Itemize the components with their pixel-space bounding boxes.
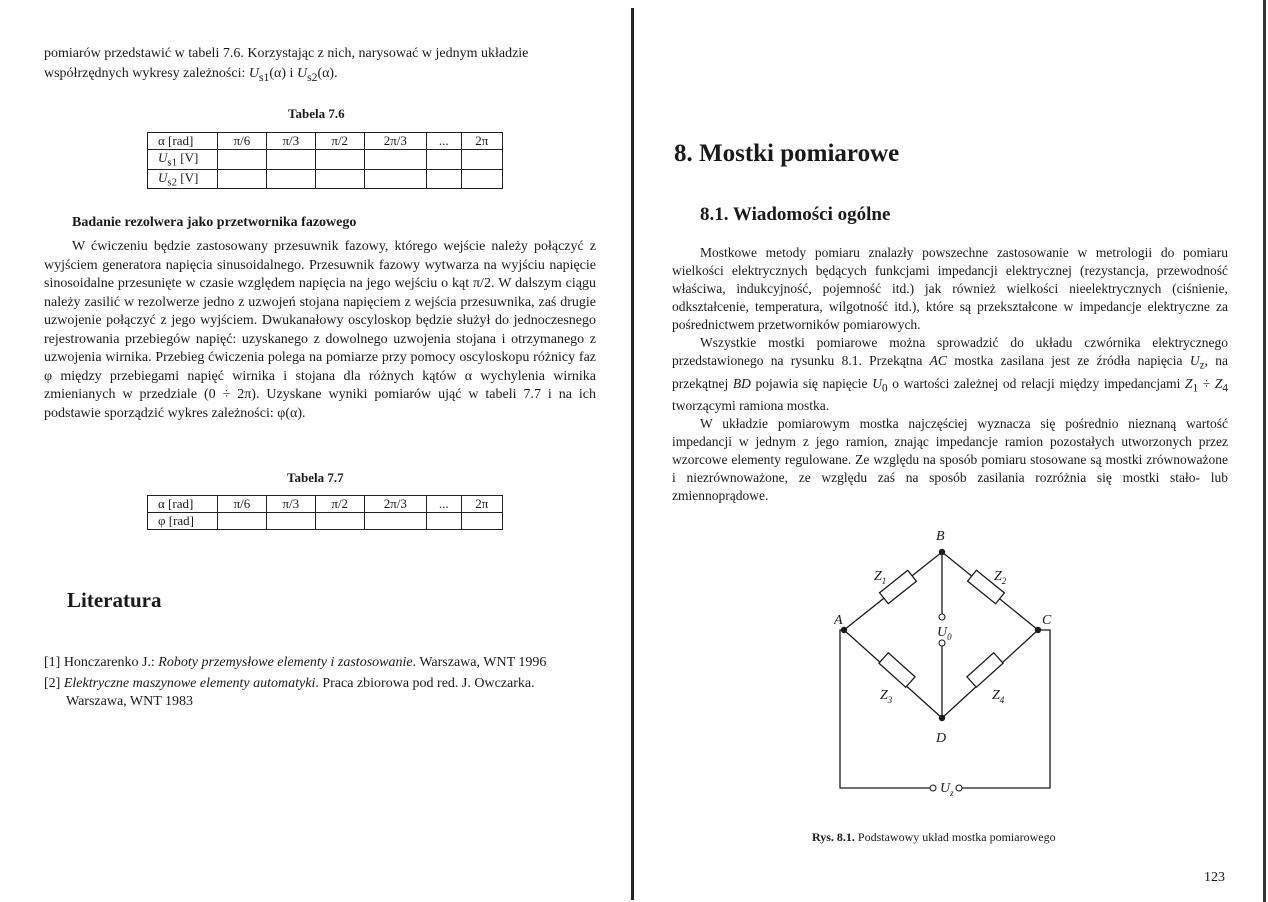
z4-sub: 4 bbox=[999, 695, 1005, 705]
table-row bbox=[148, 133, 503, 150]
label-u0 bbox=[937, 625, 952, 642]
table-7-7-caption: Tabela 7.7 bbox=[287, 470, 344, 485]
uz-main: U bbox=[940, 781, 951, 796]
label-z2 bbox=[994, 569, 1007, 586]
label-node-b: B bbox=[936, 529, 945, 544]
chapter-title: 8. Mostki pomiarowe bbox=[674, 140, 900, 167]
z4-main: Z bbox=[992, 688, 1000, 703]
table-cell: π/6 bbox=[218, 133, 267, 150]
table-cell: π/3 bbox=[266, 496, 315, 513]
caption-label: Rys. 8.1. bbox=[812, 830, 855, 844]
terminal-uz-right bbox=[956, 785, 962, 791]
row-label: U bbox=[158, 169, 168, 185]
text-run: o wartości zależnej od relacji między impedancjami bbox=[887, 375, 1185, 391]
text-run: tworzącymi ramiona mostka. bbox=[672, 398, 830, 414]
table-cell: 2π/3 bbox=[364, 496, 426, 513]
table-cell: 2π bbox=[461, 496, 502, 513]
symbol-sub: 4 bbox=[1222, 382, 1228, 395]
reference-item bbox=[44, 675, 594, 712]
row-unit: [V] bbox=[177, 150, 199, 165]
terminal-u0-bottom bbox=[939, 640, 945, 646]
label-node-c: C bbox=[1042, 613, 1052, 628]
symbol-z4: Z bbox=[1214, 375, 1223, 391]
circuit-wires bbox=[840, 552, 1050, 788]
uz-sub: z bbox=[950, 788, 954, 798]
fn2-arg: (α). bbox=[317, 66, 338, 81]
section-heading: Badanie rezolwera jako przetwornika fazowego bbox=[72, 215, 357, 230]
caption-text: Podstawowy układ mostka pomiarowego bbox=[854, 830, 1056, 844]
terminal-uz-left bbox=[930, 785, 936, 791]
table-row bbox=[148, 513, 503, 530]
z2-main: Z bbox=[994, 569, 1002, 584]
bridge-circuit-diagram bbox=[834, 522, 1064, 802]
label-node-a: A bbox=[834, 613, 843, 628]
table-cell: π/3 bbox=[266, 133, 315, 150]
z3-sub: 3 bbox=[887, 695, 893, 705]
label-z1 bbox=[874, 569, 886, 586]
table-cell: π/2 bbox=[315, 133, 364, 150]
ref-rest: . Warszawa, WNT 1996 bbox=[412, 655, 547, 670]
u0-main: U bbox=[937, 625, 948, 640]
right-page bbox=[634, 0, 1268, 902]
table-7-7 bbox=[147, 495, 503, 530]
paragraph: W ćwiczeniu będzie zastosowany przesuwnik fazowy, którego wejście należy połączyć z wyjściem generatora napięcia sinusoidalnego. Przesuwnik fazowy wytwarza na wyjściu napięcie sinosoidalne przesunięte w czasie względem napięcia na jego wejściu o kąt π/2. W dalszym ciągu należy zasilić w rezolwerze jedno z uzwojeń stojana napięciem z wejścia przesuwnika, zaś drugie uzwojenie połączyć z jego wyjściem. Dwukanałowy oscyloskop będzie służył do jednoczesnego rejestrowania przebiegów napięć: uzyskanego z dowolnego uzwojenia stojana i otrzymanego z uzwojenia wirnika. Przebieg ćwiczenia polega na pomiarze przy pomocy oscyloskopu różnicy faz φ między przebiegami napięć wirnika i stojana dla różnych kątów α wychylenia wirnika zmienianych w przedziale (0 ÷ 2π). Uzyskane wyniki pomiarów ująć w tabeli 7.7 i na ich podstawie sporządzić wykres zależności: φ(α). bbox=[44, 239, 596, 421]
ref-rest: . Praca zbiorowa pod red. J. Owczarka. Warszawa, WNT 1983 bbox=[66, 675, 535, 709]
z2-sub: 2 bbox=[1001, 576, 1007, 586]
table-cell: φ [rad] bbox=[148, 513, 218, 530]
fn1: U bbox=[248, 66, 259, 81]
table-cell: π/6 bbox=[218, 496, 267, 513]
literature-heading: Literatura bbox=[67, 588, 162, 612]
fn2: U bbox=[296, 66, 308, 81]
node-b-dot bbox=[939, 549, 945, 555]
row-label: U bbox=[158, 150, 168, 165]
body-text bbox=[672, 244, 1228, 505]
reference-item bbox=[44, 654, 594, 673]
label-node-d: D bbox=[936, 731, 947, 746]
intro-line-1: pomiarów przedstawić w tabeli 7.6. Korzystając z nich, narysować w jednym układzie bbox=[44, 46, 529, 61]
ref-num: [2] bbox=[44, 675, 64, 691]
table-cell: 2π bbox=[461, 133, 502, 150]
row-unit: [V] bbox=[177, 169, 199, 185]
text-run: Wszystkie mostki pomiarowe można sprowadzić do układu czwórnika elektrycznego przedstawionego na rysunku 8.1. Przekątna bbox=[672, 335, 1228, 368]
intro-line-2 bbox=[44, 64, 594, 88]
subchapter-title: 8.1. Wiadomości ogólne bbox=[700, 204, 891, 225]
fn1-arg: (α) i bbox=[269, 66, 297, 81]
table-cell: ... bbox=[426, 496, 461, 513]
table-cell: π/2 bbox=[315, 496, 364, 513]
table-row bbox=[148, 169, 503, 189]
z3-main: Z bbox=[880, 688, 888, 703]
symbol-z1: Z bbox=[1184, 375, 1193, 391]
table-row bbox=[148, 496, 503, 513]
table-cell bbox=[148, 169, 218, 189]
symbol-bd: BD bbox=[732, 375, 751, 391]
ref-title: Roboty przemysłowe elementy i zastosowanie bbox=[158, 655, 413, 670]
ref-num: [1] Honczarenko J.: bbox=[44, 655, 159, 670]
symbol-sub: 1 bbox=[1192, 382, 1199, 395]
impedance-z3 bbox=[879, 653, 915, 687]
u0-sub: 0 bbox=[947, 632, 952, 642]
intro-text bbox=[44, 44, 594, 88]
table-cell: ... bbox=[426, 133, 461, 150]
table-row bbox=[148, 150, 503, 170]
table-7-6 bbox=[147, 132, 503, 189]
row-label-sub: s2 bbox=[167, 176, 178, 189]
symbol-ac: AC bbox=[929, 353, 947, 368]
left-page bbox=[0, 0, 630, 902]
symbol-sub: z bbox=[1199, 359, 1205, 372]
symbol-uz: U bbox=[1189, 353, 1200, 368]
symbol-u0: U bbox=[872, 375, 882, 391]
node-c-dot bbox=[1035, 627, 1041, 633]
z1-sub: 1 bbox=[881, 576, 887, 586]
intro-line-2-text: współrzędnych wykresy zależności: bbox=[44, 66, 249, 81]
symbol-sub: 0 bbox=[881, 382, 888, 395]
ref-title: Elektryczne maszynowe elementy automatyki bbox=[63, 675, 316, 691]
label-z3 bbox=[880, 688, 893, 705]
z1-main: Z bbox=[874, 569, 882, 584]
paragraph-1: Mostkowe metody pomiaru znalazły powszechne zastosowanie w metrologii do pomiaru wielkości elektrycznych będących funkcjami impedancji elektrycznej (rezystancja, przewodność właściwa, indukcyjność, pojemność itd.) jak również wielkości nieelektrycznych (ciśnienie, odkształcenie, temperatura, wilgotność itd.), które są przekształcone w impedancje elektryczne za pośrednictwem przetworników pomiarowych. bbox=[672, 245, 1228, 332]
table-7-6-caption: Tabela 7.6 bbox=[288, 106, 345, 121]
terminal-u0-top bbox=[939, 614, 945, 620]
table-cell: α [rad] bbox=[148, 496, 218, 513]
row-label-sub: s1 bbox=[167, 156, 178, 169]
impedance-z4 bbox=[967, 653, 1003, 687]
text-run: , na przekątnej bbox=[672, 353, 1229, 391]
table-cell bbox=[148, 150, 218, 170]
label-z4 bbox=[992, 688, 1005, 705]
page-number: 123 bbox=[1204, 870, 1225, 885]
table-cell: α [rad] bbox=[148, 133, 218, 150]
text-run: mostka zasilana jest ze źródła napięcia bbox=[946, 353, 1190, 368]
fn2-sub: s2 bbox=[307, 70, 318, 84]
text-run: ÷ bbox=[1198, 375, 1215, 391]
text-run: pojawia się napięcie bbox=[750, 375, 873, 391]
table-cell: 2π/3 bbox=[364, 133, 426, 150]
fn1-sub: s1 bbox=[259, 70, 270, 84]
figure-caption bbox=[812, 830, 1056, 845]
label-uz bbox=[940, 781, 954, 798]
node-d-dot bbox=[939, 715, 945, 721]
reference-list bbox=[44, 654, 594, 714]
paragraph-2 bbox=[672, 334, 1228, 415]
paragraph-3: W układzie pomiarowym mostka najczęściej wyznacza się pośrednio nieznaną wartość impedancji w jednym z jego ramion, znając impedancje ramion pozostałych utworzonych przez wzorcowe elementy regulowane. Ze względu na sposób pomiaru stosowane są mostki zrównoważone i niezrównoważone, ze względu zaś na sposób zasilania rozróżnia się mostki stało- lub zmiennoprądowe. bbox=[672, 416, 1228, 504]
